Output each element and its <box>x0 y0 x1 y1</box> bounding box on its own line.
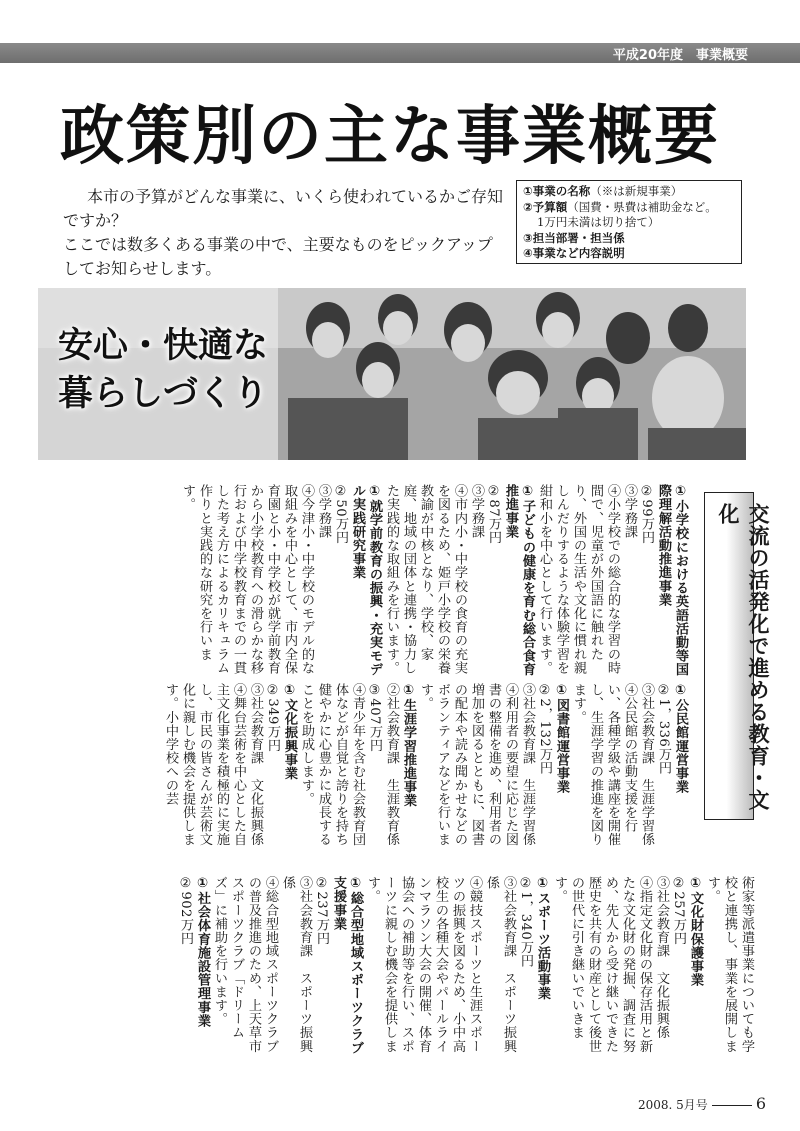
page-number: 6 <box>755 1094 766 1113</box>
footer <box>638 1094 766 1113</box>
article-text: ③学務課 <box>469 484 484 539</box>
article-text: ②社会教育課 生涯教育係 <box>384 683 399 847</box>
article-text: 術家等派遣事業についても学校と連携し、事業を展開します。 <box>705 876 754 1053</box>
intro-paragraph-2: ここでは数多くある事業の中で、主要なものをピックアップしてお知らせします。 <box>63 235 493 278</box>
article-text: ④指定文化財の保存活用と新たな文化財の発掘、調査に努め、先人から受け継いできた歴史を共有の財産として後世の世代に引き継いでいきます。 <box>552 876 652 1053</box>
intro-text <box>63 185 503 281</box>
article-text: ②902万円 <box>178 876 193 945</box>
article-text: ③407万円 <box>367 683 382 752</box>
header-bar <box>0 43 800 63</box>
footer-rule <box>712 1105 752 1106</box>
legend-box <box>516 180 742 264</box>
photo-caption-line-1: 安心・快適な <box>58 325 269 366</box>
article-text: ②1，336万円 <box>656 683 671 775</box>
article-text: ④小学校での総合的な学習の時間で、児童が外国語に触れたり、外国の生活や文化に慣れ親しんだりするような体験学習を紺和小を中心として行います。 <box>537 484 620 675</box>
intro-paragraph-1: 本市の予算がどんな事業に、いくら使われているかご存知ですか？ <box>63 187 504 230</box>
article-text: ③社会教育課 文化振興係 <box>654 876 669 1040</box>
photo-caption-line-2: 暮らしづくり <box>58 373 269 414</box>
article-text: ④青少年を含む社会教育団体などが自覚と誇りを持ち健やかに心豊かに成長することを助成します。 <box>299 683 365 847</box>
article-heading: ①スポーツ活動事業 <box>535 876 550 1001</box>
article-heading: ①公民館運営事業 <box>673 683 688 794</box>
article-text: ④競技スポーツと生涯スポーツの振興を図るため、小中高校生の各種大会やパールラインマラソン大会の開催、体育協会への補助等を行い、スポーツに親しむ機会を提供します。 <box>365 876 482 1053</box>
article-heading: ①就学前教育の振興・充実モデル実践研究事業 <box>350 484 382 677</box>
legend-item-4: ④事業など内容説明 <box>523 246 625 260</box>
article-text: ④総合型地域スポーツクラブの普及推進のため、上天草市スポーツクラブ「ドリームズ」に補助を行います。 <box>212 876 278 1053</box>
photo-caption <box>58 322 268 418</box>
header-label: 平成20年度 事業概要 <box>612 48 748 63</box>
section-title-box <box>704 492 770 820</box>
article-text: ②257万円 <box>671 876 686 945</box>
article-heading: ①総合型地域スポーツクラブ支援事業 <box>331 876 363 1055</box>
article-heading: ①図書館運営事業 <box>554 683 569 794</box>
article-text: ②87万円 <box>486 484 501 545</box>
article-text: ②2，132万円 <box>537 683 552 775</box>
article-text: ④公民館の活動支援を行い、各種学級や講座を開催し、生涯学習の推進を図ります。 <box>571 683 637 847</box>
article-text: ③社会教育課 生涯学習係 <box>520 683 535 847</box>
article-block-upper <box>75 484 689 680</box>
article-text: ③学務課 <box>622 484 637 539</box>
article-heading: ①社会体育施設管理事業 <box>195 876 210 1028</box>
article-block-middle <box>75 683 689 855</box>
article-text: ④利用者の要望に応じた図書の整備を進め、利用者の増加を図るとともに、図書の配本や読み聞かせなどのボランティアなどを行います。 <box>418 683 518 847</box>
article-text: ④今津小・中学校のモデル的な取組みを中心として、市内全保育園と小・中学校が就学前教育から小学校教育への滑らかな移行および中学校教育までの一貫した考え方によるカリキュラム作りと実践的な研究を行います。 <box>180 484 314 675</box>
article-heading: ①子どもの健康を育む総合食育推進事業 <box>503 484 535 677</box>
article-text: ③社会教育課 スポーツ振興係 <box>280 876 312 1053</box>
article-text: ②1，340万円 <box>518 876 533 968</box>
legend-item-1: ①事業の名称（※は新規事業） <box>523 184 683 198</box>
article-block-lower <box>75 876 755 1058</box>
article-text: ③社会教育課 スポーツ振興係 <box>484 876 516 1053</box>
issue-label: 2008. 5月号 <box>638 1098 708 1112</box>
article-text: ③社会教育課 文化振興係 <box>248 683 263 847</box>
article-text: ④舞台芸術を中心とした自主文化事業を積極的に実施し、市民の皆さんが芸術文化に親しむ機会を提供します。小中学校への芸 <box>163 683 246 847</box>
legend-item-2-sub: 1万円未満は切り捨て） <box>537 215 660 229</box>
legend-item-2: ②予算額（国費・県費は補助金など。 <box>523 199 717 214</box>
article-heading: ①文化財保護事業 <box>688 876 703 987</box>
article-text: ②99万円 <box>639 484 654 545</box>
page-title: 政策別の主な事業概要 <box>60 100 720 174</box>
article-text: ④市内小・中学校の食育の充実を図るため、姫戸小学校の栄養教諭が中核となり、学校、家庭、地域の団体と連携・協力した実践的な取組みを行います。 <box>384 484 467 675</box>
article-text: ②50万円 <box>333 484 348 545</box>
article-heading: ①生涯学習推進事業 <box>401 683 416 808</box>
article-text: ③社会教育課 生涯学習係 <box>639 683 654 847</box>
article-text: ③学務課 <box>316 484 331 539</box>
article-heading: ①小学校における英語活動等国際理解活動推進事業 <box>656 484 688 677</box>
article-heading: ①文化振興事業 <box>282 683 297 780</box>
section-title: 交流の活発化で進める教育・文化 <box>716 503 770 811</box>
legend-item-3: ③担当部署・担当係 <box>523 230 625 245</box>
article-text: ②349万円 <box>265 683 280 752</box>
article-text: ②237万円 <box>314 876 329 945</box>
